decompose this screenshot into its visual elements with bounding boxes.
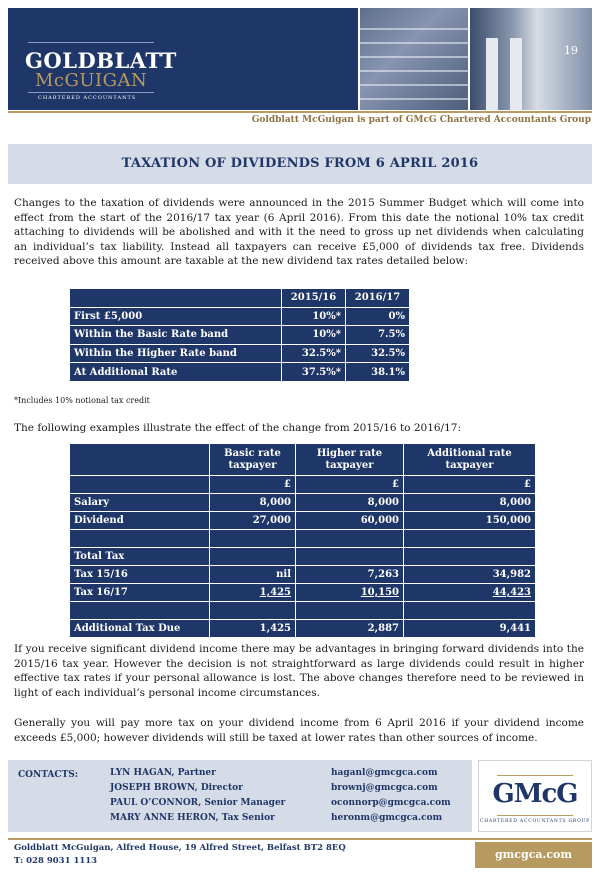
logo-name-line1: GOLDBLATT bbox=[25, 48, 177, 73]
rate-value: 10%* bbox=[282, 326, 346, 345]
value-cell: 8,000 bbox=[404, 494, 536, 512]
empty-cell bbox=[404, 602, 536, 620]
door-number: 19 bbox=[564, 44, 578, 57]
table-row bbox=[70, 344, 410, 363]
table-row bbox=[70, 326, 410, 345]
footnote: *Includes 10% notional tax credit bbox=[14, 396, 150, 405]
empty-cell bbox=[296, 602, 404, 620]
row-label: Tax 15/16 bbox=[70, 566, 210, 584]
footer-address: Goldblatt McGuigan, Alfred House, 19 Alfred Street, Belfast BT2 8EQ bbox=[14, 843, 346, 853]
table-row bbox=[70, 512, 536, 530]
contacts-label: CONTACTS: bbox=[18, 770, 79, 780]
page-title: TAXATION OF DIVIDENDS FROM 6 APRIL 2016 bbox=[121, 156, 479, 171]
contact-name: LYN HAGAN, Partner bbox=[110, 768, 216, 778]
table-row bbox=[70, 530, 536, 548]
column bbox=[510, 38, 522, 110]
gmcg-logo-subtitle: CHARTERED ACCOUNTANTS GROUP bbox=[479, 819, 591, 824]
table-header-row bbox=[70, 444, 536, 476]
currency-cell: £ bbox=[296, 476, 404, 494]
header-cell: 2016/17 bbox=[346, 289, 410, 308]
value-cell: 8,000 bbox=[296, 494, 404, 512]
value-cell: 2,887 bbox=[296, 620, 404, 638]
table-row bbox=[70, 548, 536, 566]
value-cell: 9,441 bbox=[404, 620, 536, 638]
rate-value: 38.1% bbox=[346, 363, 410, 382]
value-cell: 44,423 bbox=[404, 584, 536, 602]
dividend-rates-table bbox=[69, 288, 410, 382]
rate-band-label: Within the Basic Rate band bbox=[70, 326, 282, 345]
header-cell bbox=[70, 289, 282, 308]
row-label: Salary bbox=[70, 494, 210, 512]
examples-table bbox=[69, 443, 536, 638]
logo-rule bbox=[28, 42, 154, 43]
summary-paragraph: Generally you will pay more tax on your dividend income from 6 April 2016 if your dividend income exceeds £5,000; however dividends will still be taxed at lower rates than other sources of income. bbox=[14, 717, 584, 744]
column bbox=[486, 38, 498, 110]
rate-value: 32.5%* bbox=[282, 344, 346, 363]
table-row bbox=[70, 566, 536, 584]
rate-value: 37.5%* bbox=[282, 363, 346, 382]
rate-band-label: First £5,000 bbox=[70, 307, 282, 326]
cell bbox=[70, 476, 210, 494]
empty-cell bbox=[210, 602, 296, 620]
logo-subtitle: CHARTERED ACCOUNTANTS bbox=[38, 95, 137, 101]
intro-paragraph: Changes to the taxation of dividends were announced in the 2015 Summer Budget which will come into effect from the start of the 2016/17 tax year (6 April 2016). From this date the notional 10% tax credit attaching to dividends will be abolished and with it the need to gross up net dividends when calculating an individual’s tax liability. Instead all taxpayers can receive £5,000 of dividends tax free. Dividends received above this amount are taxable at the new dividend tax rates detailed below: bbox=[14, 197, 584, 268]
letterhead-header bbox=[8, 8, 592, 110]
empty-cell bbox=[210, 548, 296, 566]
header-cell: Basic rate taxpayer bbox=[210, 444, 296, 476]
currency-cell: £ bbox=[404, 476, 536, 494]
rate-band-label: Within the Higher Rate band bbox=[70, 344, 282, 363]
table-row bbox=[70, 602, 536, 620]
contact-email-link[interactable]: brownj@gmcgca.com bbox=[331, 783, 438, 793]
logo-name-line2: McGUIGAN bbox=[35, 70, 148, 91]
logo-rule bbox=[497, 775, 573, 776]
advice-paragraph: If you receive significant dividend income there may be advantages in bringing forward dividends into the 2015/16 tax year. However the decision is not straightforward as large dividends could result in higher effective tax rates if your personal allowance is lost. The above changes therefore need to be reviewed in light of each individual’s personal income circumstances. bbox=[14, 643, 584, 699]
table-row bbox=[70, 476, 536, 494]
empty-cell bbox=[70, 602, 210, 620]
table-row bbox=[70, 494, 536, 512]
header-cell bbox=[70, 444, 210, 476]
value-cell: 1,425 bbox=[210, 620, 296, 638]
value-cell: 7,263 bbox=[296, 566, 404, 584]
rate-value: 10%* bbox=[282, 307, 346, 326]
empty-cell bbox=[296, 548, 404, 566]
row-label: Additional Tax Due bbox=[70, 620, 210, 638]
value-cell: 150,000 bbox=[404, 512, 536, 530]
value-cell: 60,000 bbox=[296, 512, 404, 530]
currency-cell: £ bbox=[210, 476, 296, 494]
contacts-panel bbox=[8, 760, 472, 832]
goldblatt-mcguigan-logo bbox=[8, 8, 358, 110]
contact-email-link[interactable]: haganl@gmcgca.com bbox=[331, 768, 438, 778]
website-link[interactable]: gmcgca.com bbox=[475, 842, 592, 868]
table-row bbox=[70, 584, 536, 602]
row-label: Dividend bbox=[70, 512, 210, 530]
table-row bbox=[70, 307, 410, 326]
footer-telephone: T: 028 9031 1113 bbox=[14, 856, 98, 866]
rate-value: 0% bbox=[346, 307, 410, 326]
logo-rule bbox=[28, 92, 154, 93]
empty-cell bbox=[296, 530, 404, 548]
contact-name: JOSEPH BROWN, Director bbox=[110, 783, 243, 793]
value-cell: 8,000 bbox=[210, 494, 296, 512]
table-header-row bbox=[70, 289, 410, 308]
empty-cell bbox=[404, 548, 536, 566]
rate-value: 7.5% bbox=[346, 326, 410, 345]
table-row bbox=[70, 620, 536, 638]
contact-name: MARY ANNE HERON, Tax Senior bbox=[110, 813, 275, 823]
examples-intro: The following examples illustrate the effect of the change from 2015/16 to 2016/17: bbox=[14, 422, 461, 434]
empty-cell bbox=[210, 530, 296, 548]
header-rule bbox=[8, 111, 592, 113]
logo-rule bbox=[497, 815, 573, 816]
gmcg-logo-text: GMcG bbox=[492, 779, 578, 809]
value-cell: 10,150 bbox=[296, 584, 404, 602]
value-cell: 34,982 bbox=[404, 566, 536, 584]
gmcg-group-logo bbox=[478, 760, 592, 832]
row-label: Tax 16/17 bbox=[70, 584, 210, 602]
doorway-photo bbox=[470, 8, 592, 110]
footer-rule bbox=[8, 838, 592, 840]
rate-value: 32.5% bbox=[346, 344, 410, 363]
value-cell: 27,000 bbox=[210, 512, 296, 530]
group-notice: Goldblatt McGuigan is part of GMcG Chartered Accountants Group bbox=[251, 115, 591, 125]
empty-cell bbox=[70, 530, 210, 548]
value-cell: 1,425 bbox=[210, 584, 296, 602]
rate-band-label: At Additional Rate bbox=[70, 363, 282, 382]
header-cell: 2015/16 bbox=[282, 289, 346, 308]
contact-name: PAUL O’CONNOR, Senior Manager bbox=[110, 798, 286, 808]
contact-email-link[interactable]: heronm@gmcgca.com bbox=[331, 813, 443, 823]
row-label: Total Tax bbox=[70, 548, 210, 566]
header-cell: Additional rate taxpayer bbox=[404, 444, 536, 476]
header-cell: Higher rate taxpayer bbox=[296, 444, 404, 476]
table-row bbox=[70, 363, 410, 382]
staircase-photo bbox=[360, 8, 468, 110]
empty-cell bbox=[404, 530, 536, 548]
contact-email-link[interactable]: oconnorp@gmcgca.com bbox=[331, 798, 451, 808]
title-band bbox=[8, 144, 592, 184]
value-cell: nil bbox=[210, 566, 296, 584]
